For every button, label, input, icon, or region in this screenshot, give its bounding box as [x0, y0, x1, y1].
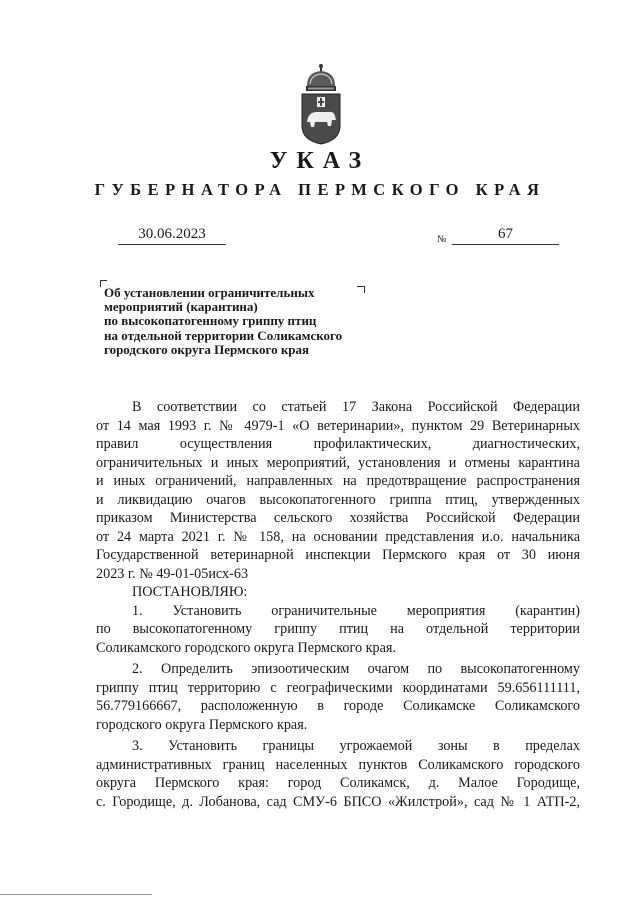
- body-line: приказом Министерства сельского хозяйства Российской Федерации: [96, 510, 580, 526]
- body-line: городского округа Пермского края.: [96, 716, 308, 733]
- body-line: по высокопатогенному гриппу птиц на отдельной территории: [96, 621, 580, 637]
- body-line: округа Пермского края: город Соликамск, д. Малое Городище,: [96, 775, 580, 791]
- body-line: административных границ населенных пунктов Соликамского городского: [96, 756, 580, 773]
- body-line: правил осуществления профилактических, диагностических,: [96, 436, 580, 452]
- footer-rule: [0, 894, 152, 895]
- subject-line: городского округа Пермского края: [104, 341, 310, 357]
- body-line: 3. Установить границы угрожаемой зоны в пределах: [132, 738, 580, 754]
- body-line: 2023 г. № 49-01-05исх-63: [96, 565, 249, 582]
- document-subtitle: ГУБЕРНАТОРА ПЕРМСКОГО КРАЯ: [94, 180, 546, 199]
- body-line: и ликвидацию очагов высокопатогенного гриппа птиц, утвержденных: [96, 491, 580, 508]
- document-date: 30.06.2023: [118, 226, 226, 245]
- body-line: Соликамского городского округа Пермского края.: [96, 639, 396, 656]
- body-line: В соответствии со статьей 17 Закона Российской Федерации: [132, 399, 580, 415]
- number-label: №: [437, 234, 447, 245]
- subject-line: Об установлении ограничительных: [104, 285, 315, 300]
- body-line: 1. Установить ограничительные мероприятия (карантин): [132, 602, 580, 619]
- document-number: 67: [452, 226, 559, 245]
- decree-keyword: ПОСТАНОВЛЯЮ:: [132, 584, 248, 600]
- body-line: от 24 марта 2021 г. № 158, на основании представления и.о. начальника: [96, 528, 580, 545]
- document-title: УКАЗ: [269, 148, 371, 174]
- document-subject: [104, 286, 404, 357]
- body-line: и иных ограничений, направленных на предотвращение распространения: [96, 473, 580, 489]
- body-line: ограничительных и иных мероприятий, установления и отмены карантина: [96, 454, 580, 471]
- body-line: 2. Определить эпизоотическим очагом по высокопатогенному: [132, 661, 580, 677]
- document-body: [96, 398, 580, 811]
- body-line: гриппу птиц территорию с географическими координатами 59.656111111,: [96, 679, 580, 696]
- coat-of-arms-icon: [298, 62, 344, 146]
- subject-line: мероприятий (карантина): [104, 299, 258, 315]
- body-line: Государственной ветеринарной инспекции Пермского края от 30 июня: [96, 547, 580, 563]
- body-line: от 14 мая 1993 г. № 4979-1 «О ветеринарии», пунктом 29 Ветеринарных: [96, 417, 580, 434]
- subject-line: по высокопатогенному гриппу птиц: [104, 313, 317, 329]
- body-line: 56.779166667, расположенную в городе Соликамске Соликамского: [96, 698, 580, 714]
- subject-line: на отдельной территории Соликамского: [104, 327, 343, 343]
- body-line: с. Городище, д. Лобанова, сад СМУ-6 БПСО «Жилстрой», сад № 1 АТП-2,: [96, 793, 580, 810]
